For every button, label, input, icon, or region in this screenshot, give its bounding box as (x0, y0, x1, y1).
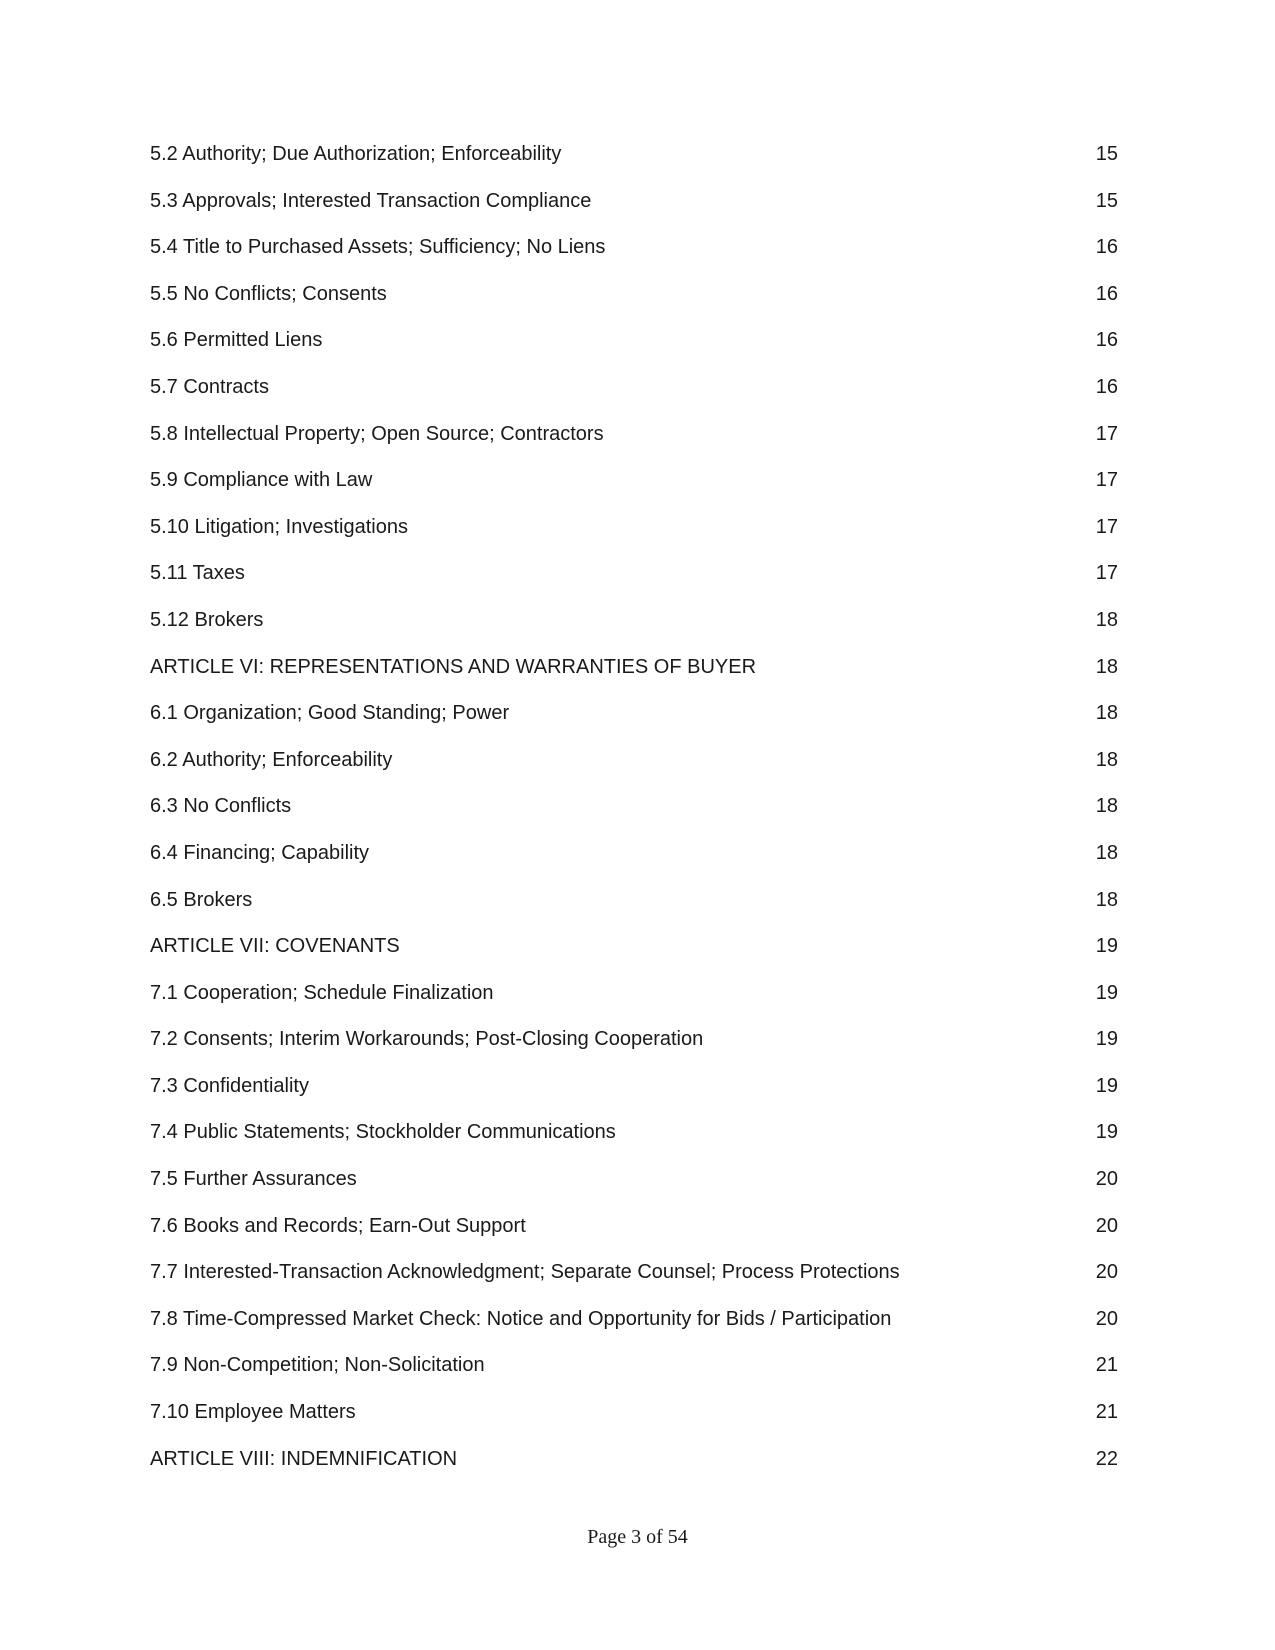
toc-entry-page-number: 18 (1095, 608, 1118, 631)
toc-entry-title: 6.4 Financing; Capability (150, 841, 370, 864)
toc-entry-page-number: 20 (1095, 1214, 1118, 1237)
toc-entry-page-number: 19 (1095, 1028, 1118, 1051)
toc-entry[interactable] (150, 981, 1118, 1028)
toc-entry-page-number: 15 (1095, 143, 1118, 165)
toc-entry-title: 5.7 Contracts (150, 375, 269, 398)
toc-entry-page-number: 19 (1095, 981, 1118, 1004)
toc-entry-title: 5.11 Taxes (150, 562, 245, 585)
toc-entry-title: 5.8 Intellectual Property; Open Source; Contractors (150, 422, 604, 445)
toc-entry-page-number: 16 (1095, 236, 1118, 259)
toc-entry-title: 6.2 Authority; Enforceability (150, 748, 393, 771)
toc-entry-page-number: 18 (1095, 888, 1118, 911)
toc-entry-page-number: 18 (1095, 841, 1118, 864)
toc-entry-title: ARTICLE VI: REPRESENTATIONS AND WARRANTIES OF BUYER (150, 655, 757, 678)
toc-entry-page-number: 16 (1095, 282, 1118, 305)
toc-entry[interactable] (150, 1074, 1118, 1121)
toc-entry-title: ARTICLE VII: COVENANTS (150, 935, 400, 958)
toc-entry-page-number: 18 (1095, 748, 1118, 771)
toc-entry[interactable] (150, 655, 1118, 702)
toc-entry[interactable] (150, 561, 1118, 608)
toc-entry-page-number: 20 (1095, 1168, 1118, 1191)
toc-entry-title: 7.7 Interested-Transaction Acknowledgment; Separate Counsel; Process Protections (150, 1261, 900, 1284)
toc-entry-page-number: 18 (1095, 702, 1118, 725)
toc-entry[interactable] (150, 468, 1118, 515)
toc-entry-title: 7.5 Further Assurances (150, 1168, 357, 1191)
toc-entry-title: ARTICLE VIII: INDEMNIFICATION (150, 1447, 458, 1470)
toc-entry-title: 6.5 Brokers (150, 888, 253, 911)
toc-entry[interactable] (150, 1400, 1118, 1447)
toc-entry-page-number: 20 (1095, 1261, 1118, 1284)
toc-entry[interactable] (150, 1027, 1118, 1074)
toc-entry[interactable] (150, 1167, 1118, 1214)
toc-entry-title: 5.6 Permitted Liens (150, 329, 323, 352)
toc-entry[interactable] (150, 888, 1118, 935)
toc-entry-page-number: 21 (1095, 1354, 1118, 1377)
toc-entry-title: 7.2 Consents; Interim Workarounds; Post-Closing Cooperation (150, 1028, 704, 1051)
toc-entry-page-number: 22 (1095, 1447, 1118, 1470)
toc-entry[interactable] (150, 841, 1118, 888)
toc-entry-title: 7.3 Confidentiality (150, 1074, 309, 1097)
toc-entry-title: 6.3 No Conflicts (150, 795, 292, 818)
toc-entry-title: 7.9 Non-Competition; Non-Solicitation (150, 1354, 485, 1377)
toc-entry[interactable] (150, 422, 1118, 469)
toc-entry[interactable] (150, 701, 1118, 748)
toc-entry-page-number: 19 (1095, 935, 1118, 958)
toc-entry[interactable] (150, 1120, 1118, 1167)
toc-entry-page-number: 18 (1095, 655, 1118, 678)
toc-entry[interactable] (150, 1214, 1118, 1261)
toc-entry-page-number: 21 (1095, 1401, 1118, 1424)
toc-entry-page-number: 16 (1095, 329, 1118, 352)
toc-entry-title: 5.3 Approvals; Interested Transaction Compliance (150, 189, 592, 212)
toc-entry[interactable] (150, 608, 1118, 655)
toc-entry-page-number: 17 (1095, 469, 1118, 492)
toc-entry-page-number: 20 (1095, 1307, 1118, 1330)
toc-entry-page-number: 17 (1095, 422, 1118, 445)
table-of-contents (150, 142, 1118, 1493)
toc-entry[interactable] (150, 934, 1118, 981)
toc-entry-title: 5.5 No Conflicts; Consents (150, 282, 387, 305)
toc-entry[interactable] (150, 748, 1118, 795)
toc-entry[interactable] (150, 282, 1118, 329)
toc-entry[interactable] (150, 375, 1118, 422)
toc-entry[interactable] (150, 1260, 1118, 1307)
page-footer: Page 3 of 54 (587, 1526, 688, 1548)
toc-entry-page-number: 19 (1095, 1074, 1118, 1097)
toc-entry-title: 5.2 Authority; Due Authorization; Enforceability (150, 143, 562, 165)
toc-entry[interactable] (150, 515, 1118, 562)
toc-entry[interactable] (150, 1353, 1118, 1400)
toc-entry[interactable] (150, 1447, 1118, 1494)
toc-entry-title: 5.10 Litigation; Investigations (150, 515, 408, 538)
toc-entry-title: 7.8 Time-Compressed Market Check: Notice and Opportunity for Bids / Participation (150, 1307, 892, 1330)
toc-entry-title: 7.10 Employee Matters (150, 1401, 356, 1424)
toc-entry[interactable] (150, 328, 1118, 375)
toc-entry[interactable] (150, 235, 1118, 282)
toc-entry-title: 7.6 Books and Records; Earn-Out Support (150, 1214, 526, 1237)
toc-entry-title: 5.12 Brokers (150, 608, 264, 631)
toc-entry[interactable] (150, 142, 1118, 189)
toc-entry-page-number: 17 (1095, 515, 1118, 538)
toc-entry-title: 7.4 Public Statements; Stockholder Communications (150, 1121, 616, 1144)
toc-entry-title: 7.1 Cooperation; Schedule Finalization (150, 981, 494, 1004)
toc-entry[interactable] (150, 189, 1118, 236)
toc-entry-title: 5.9 Compliance with Law (150, 469, 373, 492)
toc-entry-page-number: 15 (1095, 189, 1118, 212)
toc-entry-page-number: 16 (1095, 375, 1118, 398)
toc-entry[interactable] (150, 794, 1118, 841)
toc-entry-title: 6.1 Organization; Good Standing; Power (150, 702, 510, 725)
toc-entry-page-number: 17 (1095, 562, 1118, 585)
toc-entry[interactable] (150, 1307, 1118, 1354)
toc-entry-title: 5.4 Title to Purchased Assets; Sufficiency; No Liens (150, 236, 606, 259)
toc-entry-page-number: 18 (1095, 795, 1118, 818)
toc-entry-page-number: 19 (1095, 1121, 1118, 1144)
